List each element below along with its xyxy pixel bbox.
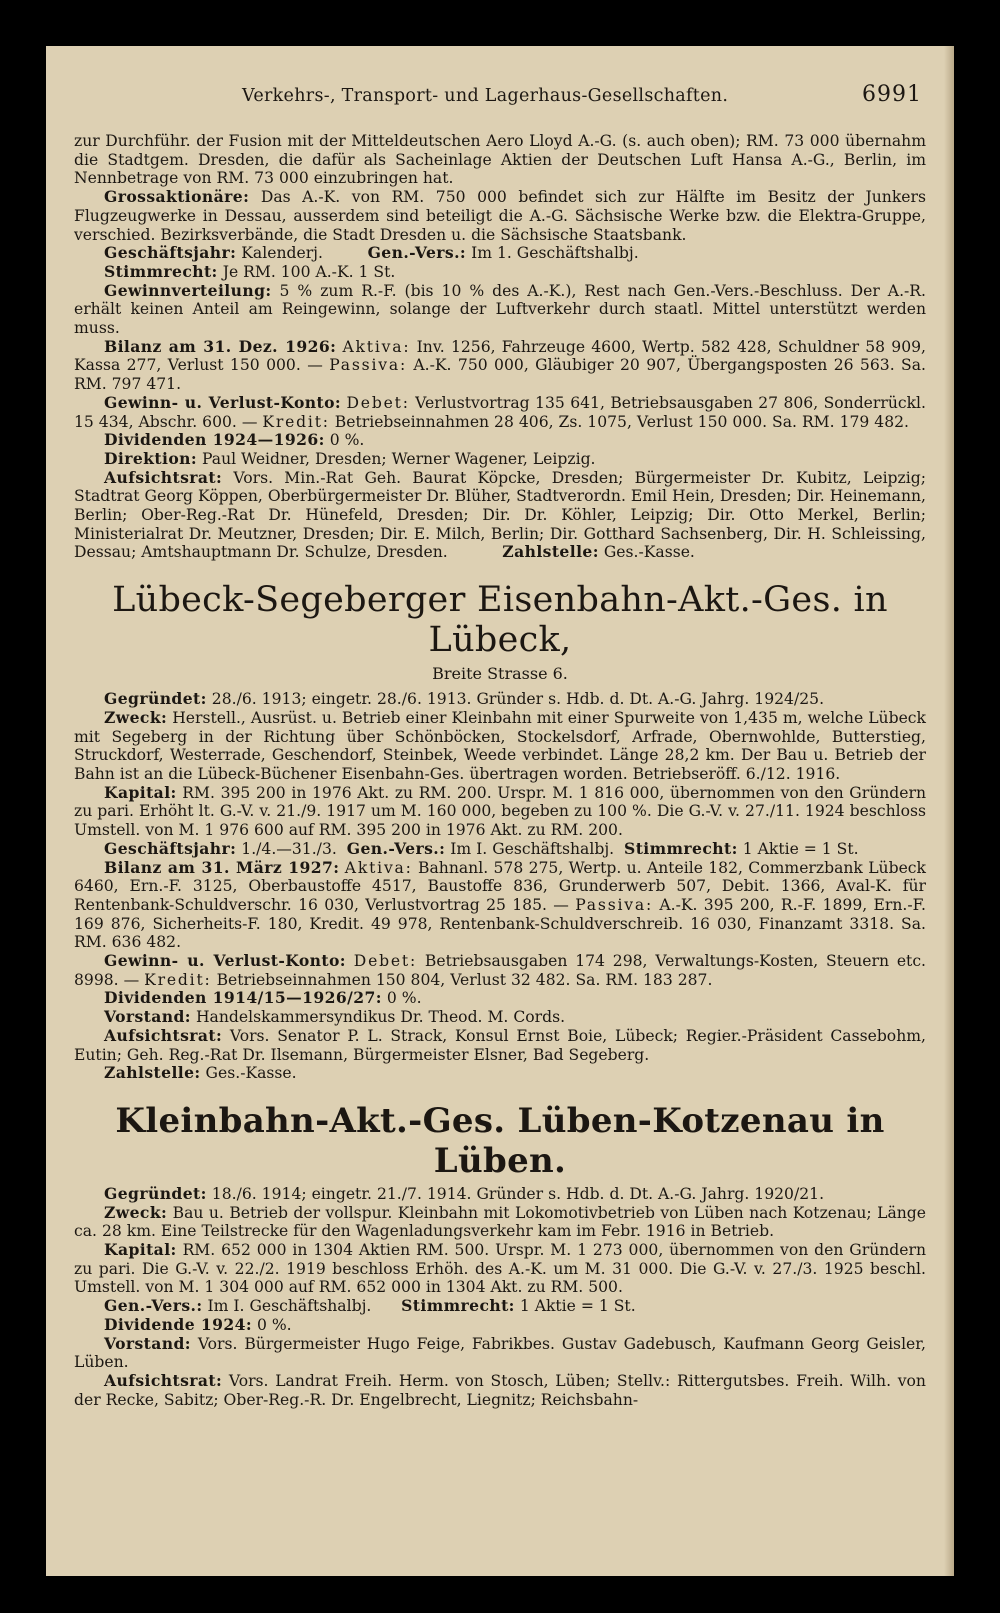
vorstand-text: Vors. Bürgermeister Hugo Feige, Fabrikbes. Gustav Gadebusch, Kaufmann Georg Geisler, Lüben. — [74, 1334, 926, 1372]
gegruendet-paragraph — [74, 690, 926, 709]
kapital-label: Kapital: — [104, 1240, 177, 1260]
geschaeftsjahr-text: Kalenderj. — [241, 244, 323, 263]
passiva-label: Passiva: — [329, 356, 408, 375]
zweck-paragraph — [74, 709, 926, 784]
aufsichtsrat-label: Aufsichtsrat: — [104, 1025, 223, 1045]
gen-vers-label: Gen.-Vers.: — [104, 1296, 203, 1316]
bilanz-aktiva-text: Inv. 1256, Fahrzeuge 4600, Wertp. 582 428, Schuldner 58 909, Kassa 277, Verlust 150 000. — — [74, 337, 927, 375]
bilanz-paragraph — [74, 338, 926, 394]
dividenden-text: 0 %. — [386, 989, 422, 1008]
kredit-label: Kredit: — [144, 970, 212, 989]
grossaktionaere-label: Grossaktionäre: — [104, 187, 250, 207]
kapital-paragraph — [74, 784, 926, 840]
guv-paragraph — [74, 394, 926, 431]
company-title: Kleinbahn-Akt.-Ges. Lüben-Kotzenau in Lüben. — [115, 1100, 885, 1181]
zahlstelle-label: Zahlstelle: — [104, 1063, 201, 1083]
gewinnverteilung-paragraph — [74, 282, 926, 338]
dividenden-paragraph — [74, 431, 926, 450]
gegruendet-text: 28./6. 1913; eingetr. 28./6. 1913. Gründer s. Hdb. d. Dt. A.-G. Jahrg. 1924/25. — [211, 690, 825, 709]
guv-paragraph — [74, 952, 926, 989]
dividenden-label: Dividenden 1924—1926: — [104, 430, 325, 450]
bilanz-passiva-text: A.-K. 750 000, Gläubiger 20 907, Übergangsposten 26 563. Sa. RM. 797 471. — [74, 356, 926, 394]
vorstand-paragraph — [74, 1008, 926, 1027]
dividende-text: 0 %. — [256, 1315, 292, 1334]
stimmrecht-text: 1 Aktie = 1 St. — [742, 839, 859, 858]
aktiva-label: Aktiva: — [342, 337, 411, 356]
zweck-paragraph — [74, 1204, 926, 1241]
guv-kredit-text: Betriebseinnahmen 150 804, Verlust 32 482. Sa. RM. 183 287. — [216, 970, 713, 989]
vorstand-label: Vorstand: — [104, 1007, 191, 1027]
stimmrecht-paragraph — [74, 263, 926, 282]
aufsichtsrat-text: Vors. Senator P. L. Strack, Konsul Ernst Boie, Lübeck; Regier.-Präsident Cassebohm, Eutin; Geh. Reg.-Rat Dr. Ilsemann, Bürgermeister Elsner, Bad Segeberg. — [74, 1026, 926, 1064]
zahlstelle-text: Ges.-Kasse. — [603, 543, 695, 562]
kapital-text: RM. 652 000 in 1304 Aktien RM. 500. Urspr. M. 1 273 000, übernommen von den Gründern zu pari. Die G.-V. v. 22./2. 1919 beschloss Erhöh. des A.-K. um M. 31 000. Die G.-V. v. 27./3. 1925 beschl. Umstell. von M. 1 304 000 auf RM. 652 000 in 1304 Akt. zu RM. 500. — [74, 1241, 926, 1297]
bilanz-paragraph — [74, 859, 926, 953]
company-title: Lübeck-Segeberger Eisenbahn-Akt.-Ges. in Lübeck, — [112, 580, 888, 661]
company-address: Breite Strasse 6. — [432, 664, 568, 684]
aufsichtsrat-paragraph — [74, 469, 926, 563]
kapital-text: RM. 395 200 in 1976 Akt. zu RM. 200. Urspr. M. 1 816 000, übernommen von den Gründern zu pari. Erhöht lt. G.-V. v. 21./9. 1917 um M. 160 000, begeben zu 100 %. Die G.-V. v. 27./11. 1924 beschloss Umstell. von M. 1 976 600 auf RM. 395 200 in 1976 Akt. zu RM. 200. — [74, 783, 926, 840]
gen-vers-paragraph — [74, 1297, 926, 1316]
gen-vers-text: Im I. Geschäftshalbj. — [450, 839, 615, 858]
grossaktionaere-paragraph — [74, 188, 926, 244]
zweck-label: Zweck: — [104, 1202, 168, 1222]
gen-vers-label: Gen.-Vers.: — [346, 838, 446, 858]
gen-vers-text: Im I. Geschäftshalbj. — [207, 1297, 372, 1316]
guv-debet-text: Betriebsausgaben 174 298, Verwaltungs-Kosten, Steuern etc. 8998. — — [74, 952, 927, 989]
fusion-paragraph: zur Durchführ. der Fusion mit der Mitteldeutschen Aero Lloyd A.-G. (s. auch oben); RM. 73 000 übernahm die Stadtgem. Dresden, die dafür als Sacheinlage Aktien der Deutschen Luft Hansa A.-G., Berlin, im Nennbetrage von RM. 73 000 einzubringen hat. — [74, 132, 926, 188]
kredit-label: Kredit: — [262, 412, 330, 431]
stimmrecht-label: Stimmrecht: — [104, 261, 218, 281]
vorstand-paragraph — [74, 1335, 926, 1372]
zweck-label: Zweck: — [104, 707, 168, 727]
direktion-text: Paul Weidner, Dresden; Werner Wagener, Leipzig. — [201, 449, 596, 468]
guv-debet-text: Verlustvortrag 135 641, Betriebsausgaben 27 806, Sonderrückl. 15 434, Abschr. 600. — — [74, 393, 926, 431]
geschaeftsjahr-paragraph — [74, 244, 926, 263]
dividende-label: Dividende 1924: — [104, 1314, 253, 1334]
bilanz-label: Bilanz am 31. März 1927: — [104, 857, 340, 877]
gegruendet-text: 18./6. 1914; eingetr. 21./7. 1914. Gründer s. Hdb. d. Dt. A.-G. Jahrg. 1920/21. — [211, 1184, 825, 1203]
stimmrecht-text: Je RM. 100 A.-K. 1 St. — [222, 262, 396, 281]
dividenden-paragraph — [74, 989, 926, 1008]
gegruendet-paragraph — [74, 1185, 926, 1204]
running-header — [74, 82, 926, 112]
page-number: 6991 — [862, 82, 922, 107]
header-title: Verkehrs-, Transport- und Lagerhaus-Gesellschaften. — [242, 86, 729, 106]
zweck-text: Bau u. Betrieb der vollspur. Kleinbahn mit Lokomotivbetrieb von Lüben nach Kotzenau; Länge ca. 28 km. Eine Teilstrecke für den Wagenladungsverkehr kam im Febr. 1916 in Betrieb. — [74, 1203, 927, 1241]
guv-kredit-text: Betriebseinnahmen 28 406, Zs. 1075, Verlust 150 000. Sa. RM. 179 482. — [334, 412, 910, 431]
bilanz-aktiva-text: Bahnanl. 578 275, Wertp. u. Anteile 182, Commerzbank Lübeck 6460, Ern.-F. 3125, Oberbaustoffe 4517, Baustoffe 836, Grunderwerb 507, Debit. 1366, Aval-K. für Rentenbank-Schuldverschr. 16 030, Verlustvortrag 25 185. — — [74, 858, 926, 914]
debet-label: Debet: — [353, 952, 418, 971]
gen-vers-label: Gen.-Vers.: — [367, 243, 467, 263]
aufsichtsrat-text: Vors. Min.-Rat Geh. Baurat Köpcke, Dresden; Bürgermeister Dr. Kubitz, Leipzig; Stadtrat Georg Köppen, Oberbürgermeister Dr. Blüher, Stadtverordn. Emil Hein, Dresden; Dir. Heinemann, Berlin; Ober-Reg.-Rat Dr. Hünefeld, Dresden; Dir. Dr. Köhler, Leipzig; Dir. Otto Merkel, Berlin; Ministerialrat Dr. Meutzner, Dresden; Dir. E. Milch, Berlin; Dir. Gotthard Sachsenberg, Dir. H. Schleissing, Dessau; Amtshauptmann Dr. Schulze, Dresden. — [74, 468, 926, 562]
geschaeftsjahr-label: Geschäftsjahr: — [104, 243, 237, 263]
lueben-kotzenau-entry — [74, 1101, 926, 1409]
aufsichtsrat-text: Vors. Landrat Freih. Herm. von Stosch, Lüben; Stellv.: Rittergutsbes. Freih. Wilh. von der Recke, Sabitz; Ober-Reg.-R. Dr. Engelbrecht, Liegnitz; Reichsbahn- — [74, 1371, 926, 1409]
aufsichtsrat-label: Aufsichtsrat: — [104, 467, 223, 487]
aufsichtsrat-paragraph — [74, 1372, 926, 1409]
gewinnverteilung-label: Gewinnverteilung: — [104, 280, 272, 300]
zahlstelle-text: Ges.-Kasse. — [205, 1064, 297, 1083]
zahlstelle-paragraph — [74, 1064, 926, 1083]
gegruendet-label: Gegründet: — [104, 689, 207, 709]
dividende-paragraph — [74, 1316, 926, 1335]
dividenden-label: Dividenden 1914/15—1926/27: — [104, 988, 382, 1008]
book-page — [46, 46, 954, 1576]
aktiva-label: Aktiva: — [344, 858, 413, 877]
page-edge-shadow — [944, 46, 954, 1576]
stimmrecht-text: 1 Aktie = 1 St. — [519, 1297, 636, 1316]
stimmrecht-label: Stimmrecht: — [624, 838, 738, 858]
stimmrecht-label: Stimmrecht: — [401, 1296, 515, 1316]
kapital-paragraph — [74, 1241, 926, 1297]
aufsichtsrat-label: Aufsichtsrat: — [104, 1370, 223, 1390]
gen-vers-text: Im 1. Geschäftshalbj. — [471, 244, 639, 263]
bilanz-label: Bilanz am 31. Dez. 1926: — [104, 336, 337, 356]
bilanz-passiva-text: A.-K. 395 200, R.-F. 1899, Ern.-F. 169 876, Sicherheits-F. 180, Kredit. 49 978, Rentenbank-Schuldverschreib. 16 030, Finanzamt 3318. Sa. RM. 636 482. — [74, 895, 926, 952]
geschaeftsjahr-label: Geschäftsjahr: — [104, 838, 237, 858]
gewinnverteilung-text: 5 % zum R.-F. (bis 10 % des A.-K.), Rest nach Gen.-Vers.-Beschluss. Der A.-R. erhält keinen Anteil am Reingewinn, solange der Luftverkehr durch staatl. Mittel unterstützt werden muss. — [74, 281, 926, 338]
kapital-label: Kapital: — [104, 782, 177, 802]
grossaktionaere-text: Das A.-K. von RM. 750 000 befindet sich zur Hälfte im Besitz der Junkers Flugzeugwerke in Dessau, ausserdem sind beteiligt die A.-G. Sächsische Werke bzw. die Elektra-Gruppe, verschied. Bezirksverbände, die Stadt Dresden u. die Sächsische Staatsbank. — [74, 188, 926, 244]
vorstand-text: Handelskammersyndikus Dr. Theod. M. Cords. — [195, 1008, 566, 1027]
vorstand-label: Vorstand: — [104, 1333, 191, 1353]
page-body — [74, 132, 926, 1409]
gegruendet-label: Gegründet: — [104, 1183, 207, 1203]
direktion-paragraph — [74, 450, 926, 469]
previous-entry-continuation — [74, 132, 926, 562]
direktion-label: Direktion: — [104, 448, 198, 468]
geschaeftsjahr-paragraph — [74, 840, 926, 859]
luebeck-segeberger-entry — [74, 580, 926, 1083]
zahlstelle-label: Zahlstelle: — [502, 542, 599, 562]
debet-label: Debet: — [346, 393, 410, 412]
guv-label: Gewinn- u. Verlust-Konto: — [104, 951, 346, 971]
guv-label: Gewinn- u. Verlust-Konto: — [104, 392, 342, 412]
zweck-text: Herstell., Ausrüst. u. Betrieb einer Kleinbahn mit einer Spurweite von 1,435 m, welche Lübeck mit Segeberg in der Richtung über Schönböcken, Stockelsdorf, Arfrade, Obernwohlde, Butterstieg, Struckdorf, Westerrade, Geschendorf, Steinbek, Weede verbindet. Länge 28,2 km. Der Bau u. Betrieb der Bahn ist an die Lübeck-Büchener Eisenbahn-Ges. übertragen worden. Betriebseröff. 6./12. 1916. — [74, 708, 926, 783]
passiva-label: Passiva: — [575, 895, 654, 914]
aufsichtsrat-paragraph — [74, 1027, 926, 1064]
geschaeftsjahr-text: 1./4.—31./3. — [241, 839, 337, 858]
dividenden-text: 0 %. — [329, 431, 365, 450]
